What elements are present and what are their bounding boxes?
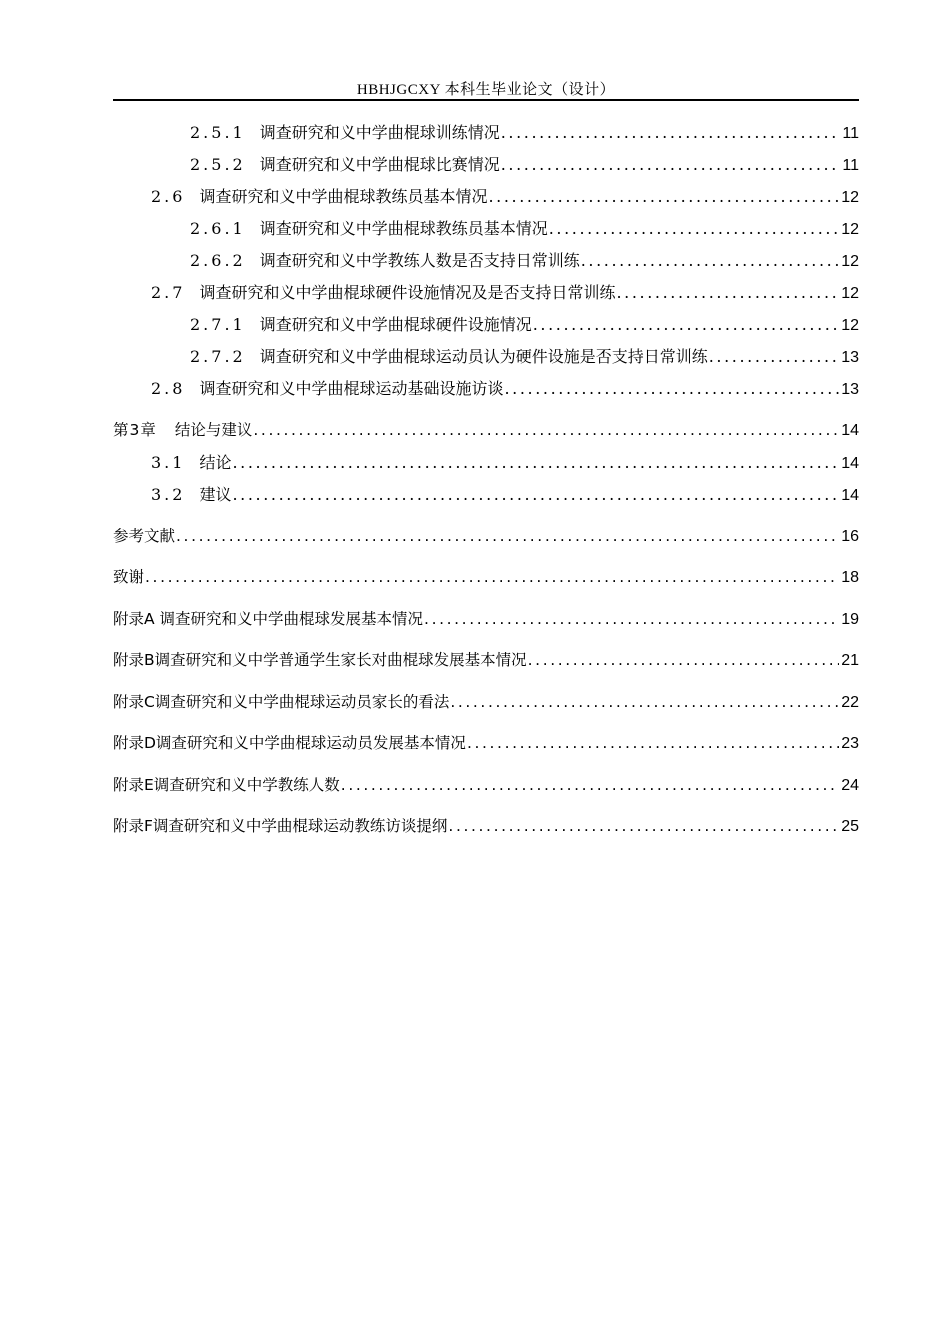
toc-number: 3.1 [151,453,186,472]
toc-number: 2.7 [151,283,186,302]
toc-number: 2.7.1 [190,315,246,334]
toc-entry-references[interactable] [113,524,859,546]
toc-page: 19 [841,611,859,628]
toc-label: 调查研究和义中学曲棍球教练员基本情况 [259,219,548,238]
toc-page: 14 [841,487,859,504]
toc-leader [581,251,839,270]
toc-number: 2.6.2 [190,251,246,270]
toc-page: 16 [841,528,859,545]
toc-label: 附录E调查研究和义中学教练人数 [113,776,340,794]
toc-page: 13 [841,349,859,366]
toc-leader [145,568,839,586]
toc-number: 2.6.1 [190,219,246,238]
toc-page: 12 [841,317,859,334]
toc-number: 3.2 [151,485,186,504]
toc-label: 附录A 调查研究和义中学曲棍球发展基本情况 [113,610,424,628]
toc-entry-appendix-a[interactable] [113,607,859,629]
toc-page: 12 [841,253,859,270]
toc-entry-3-1[interactable] [151,450,859,472]
toc-leader [341,776,839,794]
toc-leader [424,610,839,628]
toc-leader [549,219,839,238]
toc-leader [450,693,839,711]
toc-entry-3-2[interactable] [151,482,859,504]
toc-label: 附录C调查研究和义中学曲棍球运动员家长的看法 [113,693,450,711]
toc-label: 调查研究和义中学曲棍球运动基础设施访谈 [199,379,504,398]
toc-page: 12 [841,285,859,302]
toc-page: 13 [841,381,859,398]
toc-page: 23 [841,735,859,752]
toc-entry-chapter-3[interactable] [113,418,859,440]
toc-page: 14 [841,455,859,472]
toc-number: 2.6 [151,187,186,206]
toc-leader [528,651,840,669]
toc-leader [232,453,839,472]
toc-leader [501,155,841,174]
toc-page: 12 [841,221,859,238]
toc-leader [709,347,839,366]
toc-entry-2-6-1[interactable] [190,216,859,238]
toc-page: 21 [841,652,859,669]
toc-leader [488,187,839,206]
toc-page: 25 [841,818,859,835]
toc-number: 2.5.2 [190,155,246,174]
toc-leader [501,123,841,142]
toc-entry-appendix-e[interactable] [113,773,859,795]
toc-label: 调查研究和义中学曲棍球比赛情况 [259,155,500,174]
toc-label: 调查研究和义中学曲棍球教练员基本情况 [199,187,488,206]
toc-entry-appendix-c[interactable] [113,690,859,712]
toc-leader [176,527,839,545]
toc-entry-2-6[interactable] [151,184,859,206]
toc-entry-2-8[interactable] [151,376,859,398]
toc-label: 附录D调查研究和义中学曲棍球运动员发展基本情况 [113,734,466,752]
toc-label: 建议 [199,485,232,504]
toc-entry-2-7[interactable] [151,280,859,302]
toc-entry-appendix-f[interactable] [113,814,859,836]
toc-leader [467,734,839,752]
toc-entry-appendix-b[interactable] [113,648,859,670]
toc-number: 2.5.1 [190,123,246,142]
toc-number: 第3章 [113,421,157,439]
toc-leader [448,817,839,835]
toc-label: 调查研究和义中学教练人数是否支持日常训练 [259,251,580,270]
toc-entry-2-7-2[interactable] [190,344,859,366]
toc-label: 调查研究和义中学曲棍球硬件设施情况及是否支持日常训练 [199,283,616,302]
toc-leader [533,315,839,334]
toc-entry-2-7-1[interactable] [190,312,859,334]
toc-label: 附录F调查研究和义中学曲棍球运动教练访谈提纲 [113,817,448,835]
toc-leader [253,421,839,439]
toc-label: 参考文献 [113,527,176,545]
toc-page: 14 [841,422,859,439]
toc-page: 12 [841,189,859,206]
toc-page: 18 [841,569,859,586]
toc-leader [232,485,839,504]
toc-label: 结论与建议 [174,421,253,439]
toc-entry-2-6-2[interactable] [190,248,859,270]
toc-leader [616,283,839,302]
toc-label: 调查研究和义中学曲棍球硬件设施情况 [259,315,532,334]
toc-entry-2-5-2[interactable] [190,152,859,174]
toc-leader [504,379,839,398]
toc-page: 24 [841,777,859,794]
toc-number: 2.8 [151,379,186,398]
toc-page: 11 [842,125,859,142]
toc-label: 结论 [199,453,232,472]
toc-number: 2.7.2 [190,347,246,366]
toc-page: 22 [841,694,859,711]
toc-entry-appendix-d[interactable] [113,731,859,753]
toc-page: 11 [842,157,859,174]
running-header: HBHJGCXY 本科生毕业论文（设计） [356,82,616,98]
toc-label: 调查研究和义中学曲棍球运动员认为硬件设施是否支持日常训练 [259,347,708,366]
toc-label: 调查研究和义中学曲棍球训练情况 [259,123,500,142]
toc-label: 附录B调查研究和义中学普通学生家长对曲棍球发展基本情况 [113,651,527,669]
toc-entry-acknowledgements[interactable] [113,565,859,587]
toc-label: 致谢 [113,568,145,586]
toc-entry-2-5-1[interactable] [190,120,859,142]
